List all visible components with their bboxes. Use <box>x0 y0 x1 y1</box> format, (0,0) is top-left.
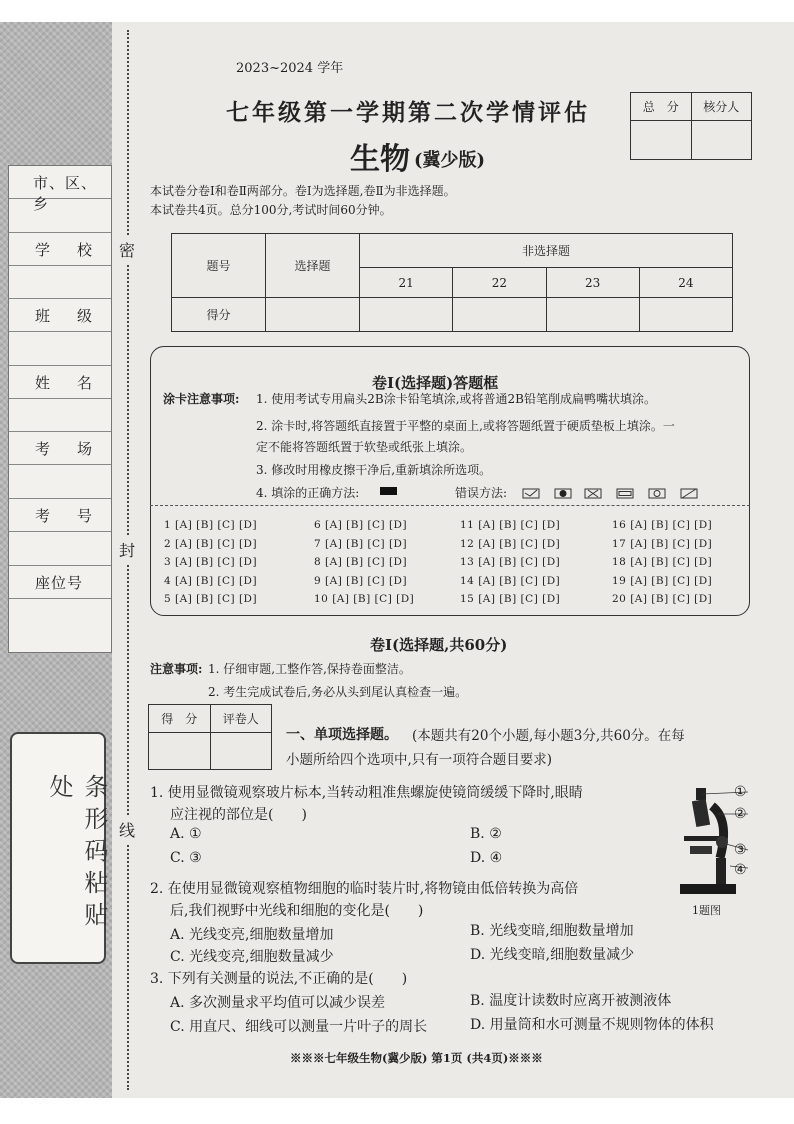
answer-box-divider <box>150 505 750 506</box>
answer-row-10[interactable]: 10 [A] [B] [C] [D] <box>314 593 415 606</box>
field-district-blank <box>9 199 111 233</box>
q23-header: 23 <box>546 268 639 298</box>
grader-score-label: 得 分 <box>149 705 211 732</box>
exam-title: 七年级第一学期第二次学情评估 <box>226 99 590 126</box>
grader-box <box>148 704 272 770</box>
fill-note-4: 4. 填涂的正确方法: <box>256 486 360 500</box>
subject-title: 生物 <box>350 142 410 177</box>
total-score-box <box>630 92 752 160</box>
answer-row-3[interactable]: 3 [A] [B] [C] [D] <box>164 556 258 569</box>
field-seat: 座位号 <box>9 566 111 599</box>
barcode-label: 条形码粘贴处 <box>45 774 108 934</box>
correct-fill-mark <box>380 487 397 495</box>
wrong-marks-icon <box>522 487 702 501</box>
part-desc-1: (本题共有20个小题,每小题3分,共60分。在每 <box>412 728 685 744</box>
figure-label-4: ④ <box>734 862 747 878</box>
checker-cell <box>692 121 752 159</box>
answer-row-17[interactable]: 17 [A] [B] [C] [D] <box>612 537 713 550</box>
q2-option-a[interactable]: A. 光线变亮,细胞数量增加 <box>170 927 334 943</box>
q2-stem-2: 后,我们视野中光线和细胞的变化是( ) <box>170 903 424 919</box>
answer-row-2[interactable]: 2 [A] [B] [C] [D] <box>164 537 258 550</box>
seal-char-mi: 密 <box>119 236 135 263</box>
row-score-label: 得分 <box>172 298 266 332</box>
q3-stem-1: 3. 下列有关测量的说法,不正确的是( ) <box>150 971 408 987</box>
part-desc-2: 小题所给四个选项中,只有一项符合题目要求) <box>286 752 553 768</box>
q1-stem-1: 1. 使用显微镜观察玻片标本,当转动粗准焦螺旋使镜筒缓缓下降时,眼睛 <box>150 785 583 801</box>
school-year: 2023~2024 学年 <box>236 61 344 76</box>
col-choice-header: 选择题 <box>266 234 360 298</box>
q21-header: 21 <box>360 268 453 298</box>
answer-row-13[interactable]: 13 [A] [B] [C] [D] <box>460 556 561 569</box>
top-margin <box>0 0 794 22</box>
part-title: 一、单项选择题。 <box>286 727 398 743</box>
checker-label: 核分人 <box>703 100 740 114</box>
grader-name-cell <box>211 733 272 769</box>
q1-option-d[interactable]: D. ④ <box>470 850 503 866</box>
field-school: 学 校 <box>9 233 111 266</box>
fill-note-2b: 定不能将答题纸置于软垫或纸张上填涂。 <box>256 440 473 454</box>
field-class: 班 级 <box>9 299 111 332</box>
fill-note-1: 1. 使用考试专用扁头2B涂卡铅笔填涂,或将普通2B铅笔削成扁鸭嘴状填涂。 <box>256 392 656 406</box>
seal-char-xian: 线 <box>119 816 135 843</box>
wrong-method-label: 错误方法: <box>455 486 508 500</box>
q3-option-a[interactable]: A. 多次测量求平均值可以减少误差 <box>170 995 386 1011</box>
answer-row-15[interactable]: 15 [A] [B] [C] [D] <box>460 593 561 606</box>
student-info-box <box>8 165 112 653</box>
answer-row-6[interactable]: 6 [A] [B] [C] [D] <box>314 519 408 531</box>
wrong-marks <box>522 486 702 505</box>
field-class-blank <box>9 332 111 366</box>
section1-note-1: 1. 仔细审题,工整作答,保持卷面整洁。 <box>208 662 411 676</box>
intro-line-2: 本试卷共4页。总分100分,考试时间60分钟。 <box>150 203 392 217</box>
q1-option-a[interactable]: A. ① <box>170 826 202 842</box>
answer-row-8[interactable]: 8 [A] [B] [C] [D] <box>314 556 408 569</box>
figure-label-3: ③ <box>734 842 747 858</box>
field-name-blank <box>9 399 111 433</box>
barcode-area <box>10 732 106 964</box>
q3-option-d[interactable]: D. 用量筒和水可测量不规则物体的体积 <box>470 1017 714 1033</box>
intro-line-1: 本试卷分卷Ⅰ和卷Ⅱ两部分。卷Ⅰ为选择题,卷Ⅱ为非选择题。 <box>150 184 456 198</box>
q2-option-b[interactable]: B. 光线变暗,细胞数量增加 <box>470 923 634 939</box>
score-23-cell <box>546 298 639 332</box>
answer-row-12[interactable]: 12 [A] [B] [C] [D] <box>460 537 561 550</box>
score-table <box>171 233 733 332</box>
grader-score-cell <box>149 733 211 769</box>
section1-heading: 卷Ⅰ(选择题,共60分) <box>370 636 508 654</box>
score-22-cell <box>453 298 546 332</box>
fill-note-3: 3. 修改时用橡皮擦干净后,重新填涂所选项。 <box>256 463 492 477</box>
score-21-cell <box>360 298 453 332</box>
q3-option-c[interactable]: C. 用直尺、细线可以测量一片叶子的周长 <box>170 1019 428 1035</box>
answer-row-5[interactable]: 5 [A] [B] [C] [D] <box>164 593 258 606</box>
seal-char-feng: 封 <box>119 536 135 563</box>
answer-row-18[interactable]: 18 [A] [B] [C] [D] <box>612 556 713 569</box>
score-24-cell <box>639 298 732 332</box>
section1-note-2: 2. 考生完成试卷后,务必从头到尾认真检查一遍。 <box>208 685 468 699</box>
total-score-label: 总 分 <box>631 93 692 120</box>
q1-stem-2: 应注视的部位是( ) <box>170 807 307 823</box>
q2-option-d[interactable]: D. 光线变暗,细胞数量减少 <box>470 947 635 963</box>
figure-label-1: ① <box>734 784 747 800</box>
figure-caption: 1题图 <box>692 904 721 917</box>
answer-row-7[interactable]: 7 [A] [B] [C] [D] <box>314 537 408 550</box>
answer-column-1 <box>164 516 257 609</box>
bottom-margin <box>0 1098 794 1124</box>
q2-stem-1: 2. 在使用显微镜观察植物细胞的临时装片时,将物镜由低倍转换为高倍 <box>150 881 579 897</box>
field-seat-blank <box>9 599 111 633</box>
q3-option-b[interactable]: B. 温度计读数时应离开被测液体 <box>470 993 672 1009</box>
field-exam-number-blank <box>9 532 111 566</box>
figure-label-2: ② <box>734 806 747 822</box>
answer-row-11[interactable]: 11 [A] [B] [C] [D] <box>460 519 561 531</box>
answer-row-20[interactable]: 20 [A] [B] [C] [D] <box>612 593 713 606</box>
answer-row-9[interactable]: 9 [A] [B] [C] [D] <box>314 574 408 587</box>
col-question-header: 题号 <box>172 234 266 298</box>
total-score-cell <box>631 121 692 159</box>
answer-row-1[interactable]: 1 [A] [B] [C] [D] <box>164 519 258 531</box>
fill-notes-label: 涂卡注意事项: <box>163 392 240 406</box>
field-exam-room-blank <box>9 465 111 499</box>
field-exam-room: 考 场 <box>9 432 111 465</box>
field-name: 姓 名 <box>9 366 111 399</box>
q22-header: 22 <box>453 268 546 298</box>
answer-column-4 <box>612 516 712 609</box>
field-exam-number: 考 号 <box>9 499 111 532</box>
page-footer: ※※※七年级生物(冀少版) 第1页 (共4页)※※※ <box>290 1051 543 1065</box>
answer-row-16[interactable]: 16 [A] [B] [C] [D] <box>612 519 713 531</box>
answer-row-4[interactable]: 4 [A] [B] [C] [D] <box>164 574 258 587</box>
col-nonchoice-header: 非选择题 <box>360 234 733 268</box>
answer-row-14[interactable]: 14 [A] [B] [C] [D] <box>460 574 561 587</box>
q1-option-b[interactable]: B. ② <box>470 826 502 842</box>
score-choice-cell <box>266 298 360 332</box>
grader-name-label: 评卷人 <box>222 712 259 726</box>
fill-note-2: 2. 涂卡时,将答题纸直接置于平整的桌面上,或将答题纸置于硬质垫板上填涂。一 <box>256 419 675 433</box>
answer-column-2 <box>314 516 414 609</box>
section1-notes-label: 注意事项: <box>150 662 203 676</box>
answer-box-title: 卷Ⅰ(选择题)答题框 <box>372 374 499 392</box>
q24-header: 24 <box>639 268 732 298</box>
answer-column-3 <box>460 516 560 609</box>
q2-option-c[interactable]: C. 光线变亮,细胞数量减少 <box>170 949 334 965</box>
q1-option-c[interactable]: C. ③ <box>170 850 202 866</box>
answer-row-19[interactable]: 19 [A] [B] [C] [D] <box>612 574 713 587</box>
field-district: 市、区、乡 <box>9 166 111 199</box>
field-school-blank <box>9 266 111 300</box>
subject-edition: (冀少版) <box>414 150 486 171</box>
